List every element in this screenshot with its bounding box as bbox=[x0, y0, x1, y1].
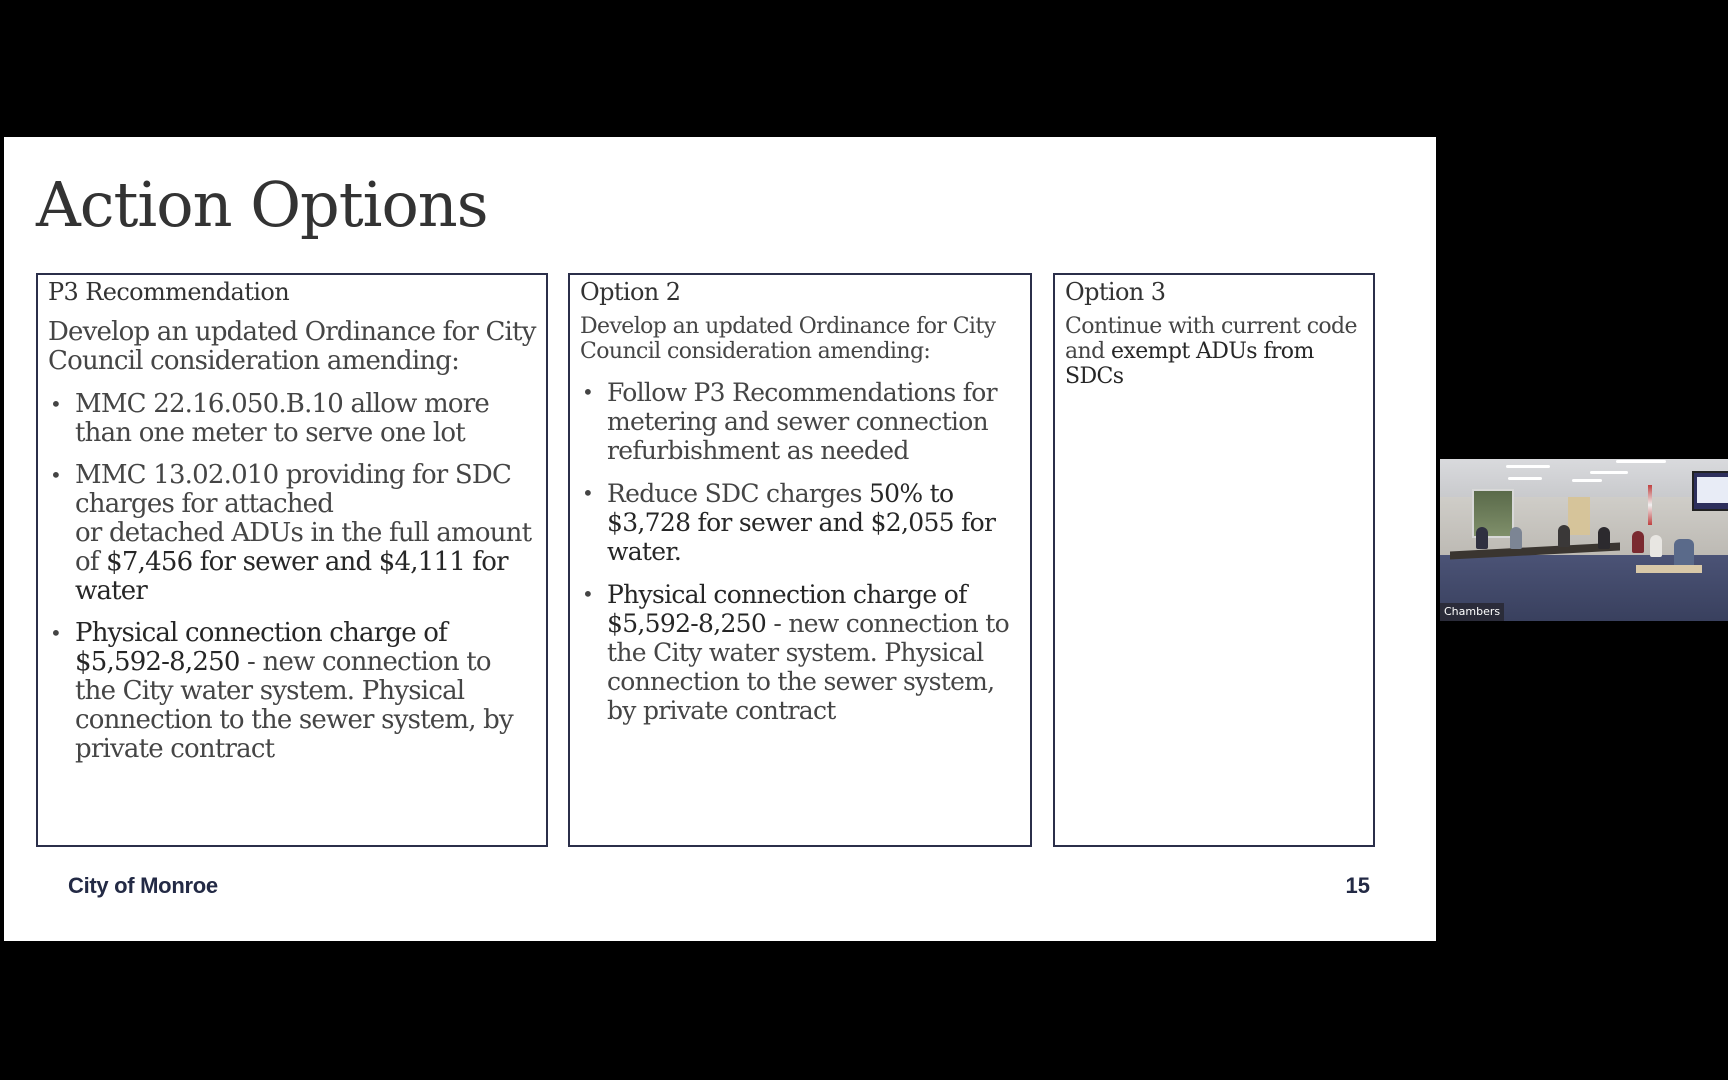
bullet-item bbox=[570, 378, 1030, 465]
video-person bbox=[1650, 535, 1662, 557]
webcam-label: Chambers bbox=[1440, 603, 1504, 621]
bullet-icon: • bbox=[582, 380, 594, 404]
ceiling-light bbox=[1572, 479, 1602, 482]
video-person bbox=[1476, 527, 1488, 549]
slide-page-number: 15 bbox=[1345, 873, 1370, 898]
option-header: Option 3 bbox=[1065, 278, 1166, 306]
bullet-icon: • bbox=[50, 463, 61, 487]
bullet-item bbox=[570, 479, 1030, 566]
bullet-text: MMC 13.02.010 providing for SDC charges for attached bbox=[75, 460, 512, 519]
video-person bbox=[1510, 527, 1522, 549]
option-intro: Develop an updated Ordinance for City Council consideration amending: bbox=[580, 314, 996, 364]
bullet-text: - new connection to the City water system. Physical connection to the sewer system, by private contract bbox=[75, 647, 513, 764]
video-person bbox=[1632, 531, 1644, 553]
bullet-text: - new connection to the City water system. Physical connection to the sewer system, by private contract bbox=[607, 609, 1009, 725]
bullet-item bbox=[38, 619, 546, 764]
bullet-emphasis: Physical connection charge of $5,592-8,250 bbox=[75, 618, 447, 677]
bullet-emphasis: Physical connection charge of $5,592-8,250 bbox=[607, 580, 967, 638]
bullet-list bbox=[38, 390, 546, 764]
option-box-option-3 bbox=[1053, 273, 1375, 847]
option-header: P3 Recommendation bbox=[48, 278, 290, 306]
ceiling-light bbox=[1506, 465, 1550, 468]
video-scene-table bbox=[1636, 565, 1702, 573]
presentation-slide bbox=[4, 137, 1436, 941]
bullet-icon: • bbox=[582, 481, 594, 505]
bullet-emphasis: 50% to $3,728 for sewer and $2,055 for water. bbox=[607, 479, 996, 566]
bullet-icon: • bbox=[582, 582, 594, 606]
option-box-p3-recommendation bbox=[36, 273, 548, 847]
option-intro: Develop an updated Ordinance for City Council consideration amending: bbox=[48, 317, 536, 376]
bullet-item bbox=[38, 390, 546, 448]
ceiling-light bbox=[1616, 460, 1666, 463]
video-person bbox=[1558, 525, 1570, 547]
bullet-text: Follow P3 Recommendations for metering and sewer connection refurbishment as needed bbox=[607, 378, 997, 465]
bullet-list bbox=[570, 378, 1030, 725]
footer-organization: City of Monroe bbox=[68, 873, 218, 898]
bullet-icon: • bbox=[50, 621, 61, 645]
option-intro-text: Continue with current code and bbox=[1065, 314, 1357, 364]
bullet-emphasis: $7,456 for sewer and $4,111 for water bbox=[75, 547, 508, 606]
bullet-text: MMC 22.16.050.B.10 allow more than one meter to serve one lot bbox=[75, 389, 489, 448]
video-scene-door bbox=[1568, 497, 1590, 535]
option-header: Option 2 bbox=[580, 278, 681, 306]
video-person bbox=[1598, 527, 1610, 549]
ceiling-light bbox=[1508, 477, 1542, 480]
tv-screen-content bbox=[1697, 477, 1728, 503]
webcam-video-tile[interactable] bbox=[1440, 459, 1728, 621]
option-intro bbox=[1065, 314, 1365, 389]
bullet-text: or detached ADUs in the full amount of bbox=[75, 518, 532, 577]
slide-title: Action Options bbox=[36, 168, 488, 241]
bullet-item bbox=[570, 580, 1030, 725]
ceiling-light bbox=[1590, 471, 1628, 474]
bullet-icon: • bbox=[50, 392, 61, 416]
bullet-item bbox=[38, 461, 546, 606]
option-box-option-2 bbox=[568, 273, 1032, 847]
video-scene-tv-screen bbox=[1692, 471, 1728, 511]
video-scene-flag bbox=[1648, 485, 1652, 525]
option-intro-emphasis: exempt ADUs from SDCs bbox=[1065, 339, 1314, 389]
bullet-text: Reduce SDC charges bbox=[607, 479, 869, 508]
